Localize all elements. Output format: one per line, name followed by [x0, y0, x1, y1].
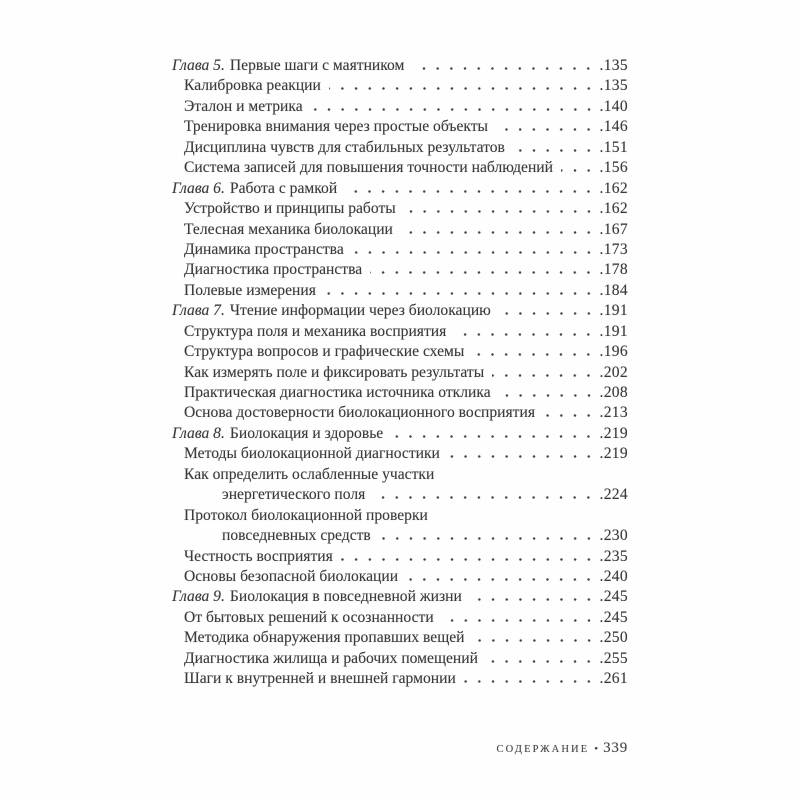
- entry-title: Калибровка реакции: [184, 77, 321, 95]
- dot-leader: [454, 333, 595, 336]
- page-number: .261: [599, 670, 628, 688]
- dot-leader: [464, 680, 596, 683]
- entry-title: Чтение информации через биолокацию: [229, 302, 491, 320]
- dot-leader: [561, 169, 596, 172]
- toc-item-row: [172, 240, 628, 260]
- dot-leader: [448, 455, 596, 458]
- page-number: .140: [599, 97, 628, 115]
- dot-leader: [401, 231, 596, 234]
- chapter-number-label: Глава 9.: [172, 588, 225, 606]
- page-number: .240: [599, 567, 628, 585]
- entry-title: Структура вопросов и графические схемы: [184, 343, 465, 361]
- dot-leader: [470, 598, 596, 601]
- page-number: .245: [599, 608, 628, 626]
- toc-item-row: [172, 158, 628, 178]
- entry-title: Система записей для повышения точности наблюдений: [184, 159, 553, 177]
- entry-title: Первые шаги с маятником: [229, 57, 405, 74]
- page-number: .230: [599, 527, 628, 545]
- toc-item-row: [172, 383, 628, 403]
- toc-item-row: [172, 465, 628, 485]
- dot-leader: [406, 578, 595, 581]
- page-number: .135: [599, 77, 628, 95]
- toc-item-row: [172, 547, 628, 567]
- toc-chapter-row: [172, 56, 628, 76]
- page-number: .219: [599, 424, 628, 442]
- dot-leader: [499, 312, 596, 315]
- dot-leader: [473, 639, 596, 642]
- entry-title: Методы биолокационной диагностики: [184, 445, 440, 463]
- page-number: .156: [599, 159, 628, 177]
- page-number: .235: [599, 547, 628, 565]
- dot-leader: [442, 619, 596, 622]
- page-number: .167: [599, 220, 628, 238]
- entry-title: Диагностика пространства: [184, 261, 363, 279]
- toc-item-row: [172, 363, 628, 383]
- toc-item-row: [172, 669, 628, 689]
- dot-leader: [373, 496, 595, 499]
- page-number: .162: [599, 200, 628, 218]
- page-number: .255: [599, 649, 628, 667]
- page-number: .245: [599, 588, 628, 606]
- entry-title: Работа с рамкой: [229, 179, 338, 197]
- toc-item-row: [172, 628, 628, 648]
- page-number: .151: [599, 138, 628, 156]
- page-number: .196: [599, 343, 628, 361]
- toc-chapter-row: [172, 424, 628, 444]
- page-number: .178: [599, 261, 628, 279]
- toc-item-row: [172, 342, 628, 362]
- table-of-contents: [172, 56, 628, 690]
- dot-leader: [311, 108, 596, 111]
- dot-leader: [391, 435, 595, 438]
- page-number: .219: [599, 445, 628, 463]
- page-number: .146: [599, 118, 628, 136]
- dot-leader: [412, 67, 595, 70]
- page-number: .184: [599, 281, 628, 299]
- toc-item-row: [172, 199, 628, 219]
- dot-leader: [352, 251, 596, 254]
- page-number: .202: [599, 363, 628, 381]
- toc-item-row: [172, 444, 628, 464]
- dot-leader: [496, 128, 595, 131]
- entry-title: энергетического поля: [222, 486, 366, 504]
- dot-leader: [543, 414, 596, 417]
- entry-title: Основы безопасной биолокации: [184, 567, 399, 585]
- entry-title: повседневных средств: [222, 527, 371, 545]
- page-footer: [497, 740, 628, 757]
- toc-item-row: [172, 485, 628, 505]
- dot-leader: [404, 210, 596, 213]
- toc-chapter-row: [172, 301, 628, 321]
- toc-item-row: [172, 97, 628, 117]
- entry-title: Как определить ослабленные участки: [184, 465, 435, 483]
- dot-leader: [341, 558, 596, 561]
- dot-leader: [513, 149, 596, 152]
- chapter-number-label: Глава 5.: [172, 57, 225, 74]
- entry-title: Методика обнаружения пропавших вещей: [184, 629, 465, 647]
- toc-item-row: [172, 403, 628, 423]
- toc-item-row: [172, 506, 628, 526]
- entry-title: Биолокация в повседневной жизни: [229, 588, 462, 606]
- entry-title: Эталон и метрика: [184, 97, 303, 115]
- toc-chapter-row: [172, 179, 628, 199]
- entry-title: Телесная механика биолокации: [184, 220, 393, 238]
- toc-item-row: [172, 260, 628, 280]
- dot-leader: [329, 87, 596, 90]
- page-number: .224: [599, 486, 628, 504]
- toc-chapter-row: [172, 587, 628, 607]
- toc-item-row: [172, 138, 628, 158]
- page-number: .208: [599, 384, 628, 401]
- page-number: .191: [599, 322, 628, 340]
- entry-title: Полевые измерения: [184, 281, 316, 299]
- entry-title: Динамика пространства: [184, 240, 344, 258]
- dot-leader: [486, 660, 596, 663]
- entry-title: Биолокация и здоровье: [229, 424, 384, 442]
- entry-title: Тренировка внимания через простые объекты: [184, 118, 489, 136]
- entry-title: Как измерять поле и фиксировать результаты: [184, 363, 485, 381]
- toc-item-row: [172, 117, 628, 137]
- entry-title: Честность восприятия: [184, 547, 333, 565]
- footer-section-label: СОДЕРЖАНИЕ: [496, 744, 590, 755]
- entry-title: Диагностика жилища и рабочих помещений: [184, 649, 478, 667]
- dot-leader: [492, 374, 595, 377]
- entry-title: От бытовых решений к осознанности: [184, 608, 434, 626]
- page-number: .162: [599, 179, 628, 197]
- entry-title: Протокол биолокационной проверки: [184, 506, 428, 524]
- dot-leader: [379, 537, 596, 540]
- dot-leader: [324, 292, 596, 295]
- toc-item-row: [172, 608, 628, 628]
- dot-leader: [345, 190, 595, 193]
- entry-title: Шаги к внутренней и внешней гармонии: [184, 670, 456, 688]
- entry-title: Основа достоверности биолокационного восприятия: [184, 404, 535, 422]
- page-number: .191: [599, 302, 628, 320]
- entry-title: Практическая диагностика источника отклика: [184, 384, 491, 401]
- entry-title: Дисциплина чувств для стабильных результатов: [184, 138, 505, 156]
- page-number: .213: [599, 404, 628, 422]
- toc-item-row: [172, 220, 628, 240]
- page-number: .135: [599, 57, 628, 74]
- toc-item-row: [172, 76, 628, 96]
- entry-title: Устройство и принципы работы: [184, 200, 396, 218]
- entry-title: Структура поля и механика восприятия: [184, 322, 447, 340]
- toc-item-row: [172, 649, 628, 669]
- footer-separator-dot: •: [594, 743, 599, 755]
- chapter-number-label: Глава 7.: [172, 302, 225, 320]
- chapter-number-label: Глава 8.: [172, 424, 225, 442]
- page-number: .173: [599, 240, 628, 258]
- dot-leader: [499, 394, 596, 397]
- footer-page-number: 339: [603, 740, 628, 756]
- dot-leader: [370, 271, 595, 274]
- toc-item-row: [172, 281, 628, 301]
- dot-leader: [472, 353, 595, 356]
- toc-item-row: [172, 322, 628, 342]
- toc-item-row: [172, 567, 628, 587]
- toc-item-row: [172, 526, 628, 546]
- page-number: .250: [599, 629, 628, 647]
- chapter-number-label: Глава 6.: [172, 179, 225, 197]
